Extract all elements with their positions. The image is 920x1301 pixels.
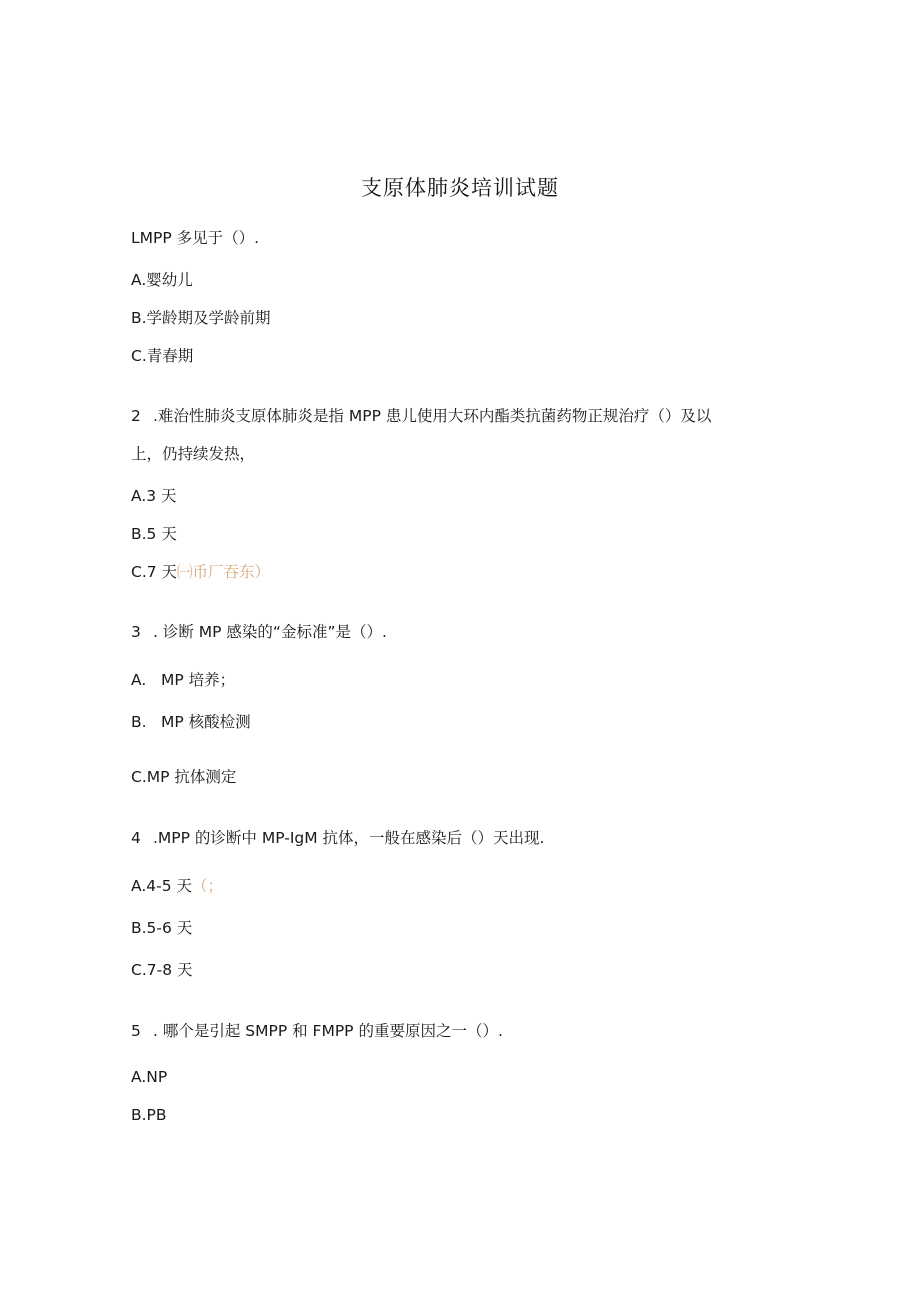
question-2-option-a: A.3 天 xyxy=(131,487,177,505)
question-2-stem-text: .难治性肺炎支原体肺炎是指 MPP 患儿使用大环内酯类抗菌药物正规治疗（）及以 xyxy=(153,407,712,425)
question-4-option-a-annotation: （； xyxy=(192,877,224,895)
question-5-option-a: A.NP xyxy=(131,1068,168,1086)
question-2-stem-line-1 xyxy=(131,406,711,426)
question-4-option-c: C.7-8 天 xyxy=(131,961,193,979)
question-3-stem xyxy=(131,622,387,642)
question-3-option-b xyxy=(131,712,251,732)
question-2-stem-line-2: 上，仍持续发热， xyxy=(131,445,256,463)
question-3-stem-text: . 诊断 MP 感染的“金标准”是（）. xyxy=(153,623,387,641)
question-4-stem xyxy=(131,828,544,848)
question-4-number: 4 xyxy=(131,829,141,847)
question-1-option-a: A.婴幼儿 xyxy=(131,271,193,289)
question-2-option-b: B.5 天 xyxy=(131,525,177,543)
question-2-option-c-text: C.7 天 xyxy=(131,563,178,581)
question-2-option-c xyxy=(131,562,270,582)
question-4-option-a xyxy=(131,876,223,896)
question-4-option-a-text: A.4-5 天 xyxy=(131,877,193,895)
question-5-option-b: B.PB xyxy=(131,1106,167,1124)
question-5-stem-text: . 哪个是引起 SMPP 和 FMPP 的重要原因之一（）. xyxy=(153,1022,503,1040)
question-5-stem xyxy=(131,1021,503,1041)
question-3-option-a xyxy=(131,670,235,690)
question-1-option-b: B.学龄期及学龄前期 xyxy=(131,309,271,327)
question-3-number: 3 xyxy=(131,623,141,641)
question-5-number: 5 xyxy=(131,1022,141,1040)
question-2-option-c-annotation: ㈠币厂吞东） xyxy=(177,563,271,581)
question-3-option-b-text: MP 核酸检测 xyxy=(161,713,251,731)
question-3-option-a-letter: A. xyxy=(131,671,147,689)
question-3-option-a-text: MP 培养； xyxy=(161,671,236,689)
question-1-option-c: C.青春期 xyxy=(131,347,194,365)
question-1-stem: LMPP 多见于（）. xyxy=(131,229,260,247)
page-title: 支原体肺炎培训试题 xyxy=(361,176,559,200)
question-3-option-c: C.MP 抗体测定 xyxy=(131,768,237,786)
question-3-option-b-letter: B. xyxy=(131,713,147,731)
question-4-option-b: B.5-6 天 xyxy=(131,919,193,937)
question-4-stem-text: .MPP 的诊断中 MP-IgM 抗体，一般在感染后（）天出现. xyxy=(153,829,545,847)
question-2-number: 2 xyxy=(131,407,141,425)
